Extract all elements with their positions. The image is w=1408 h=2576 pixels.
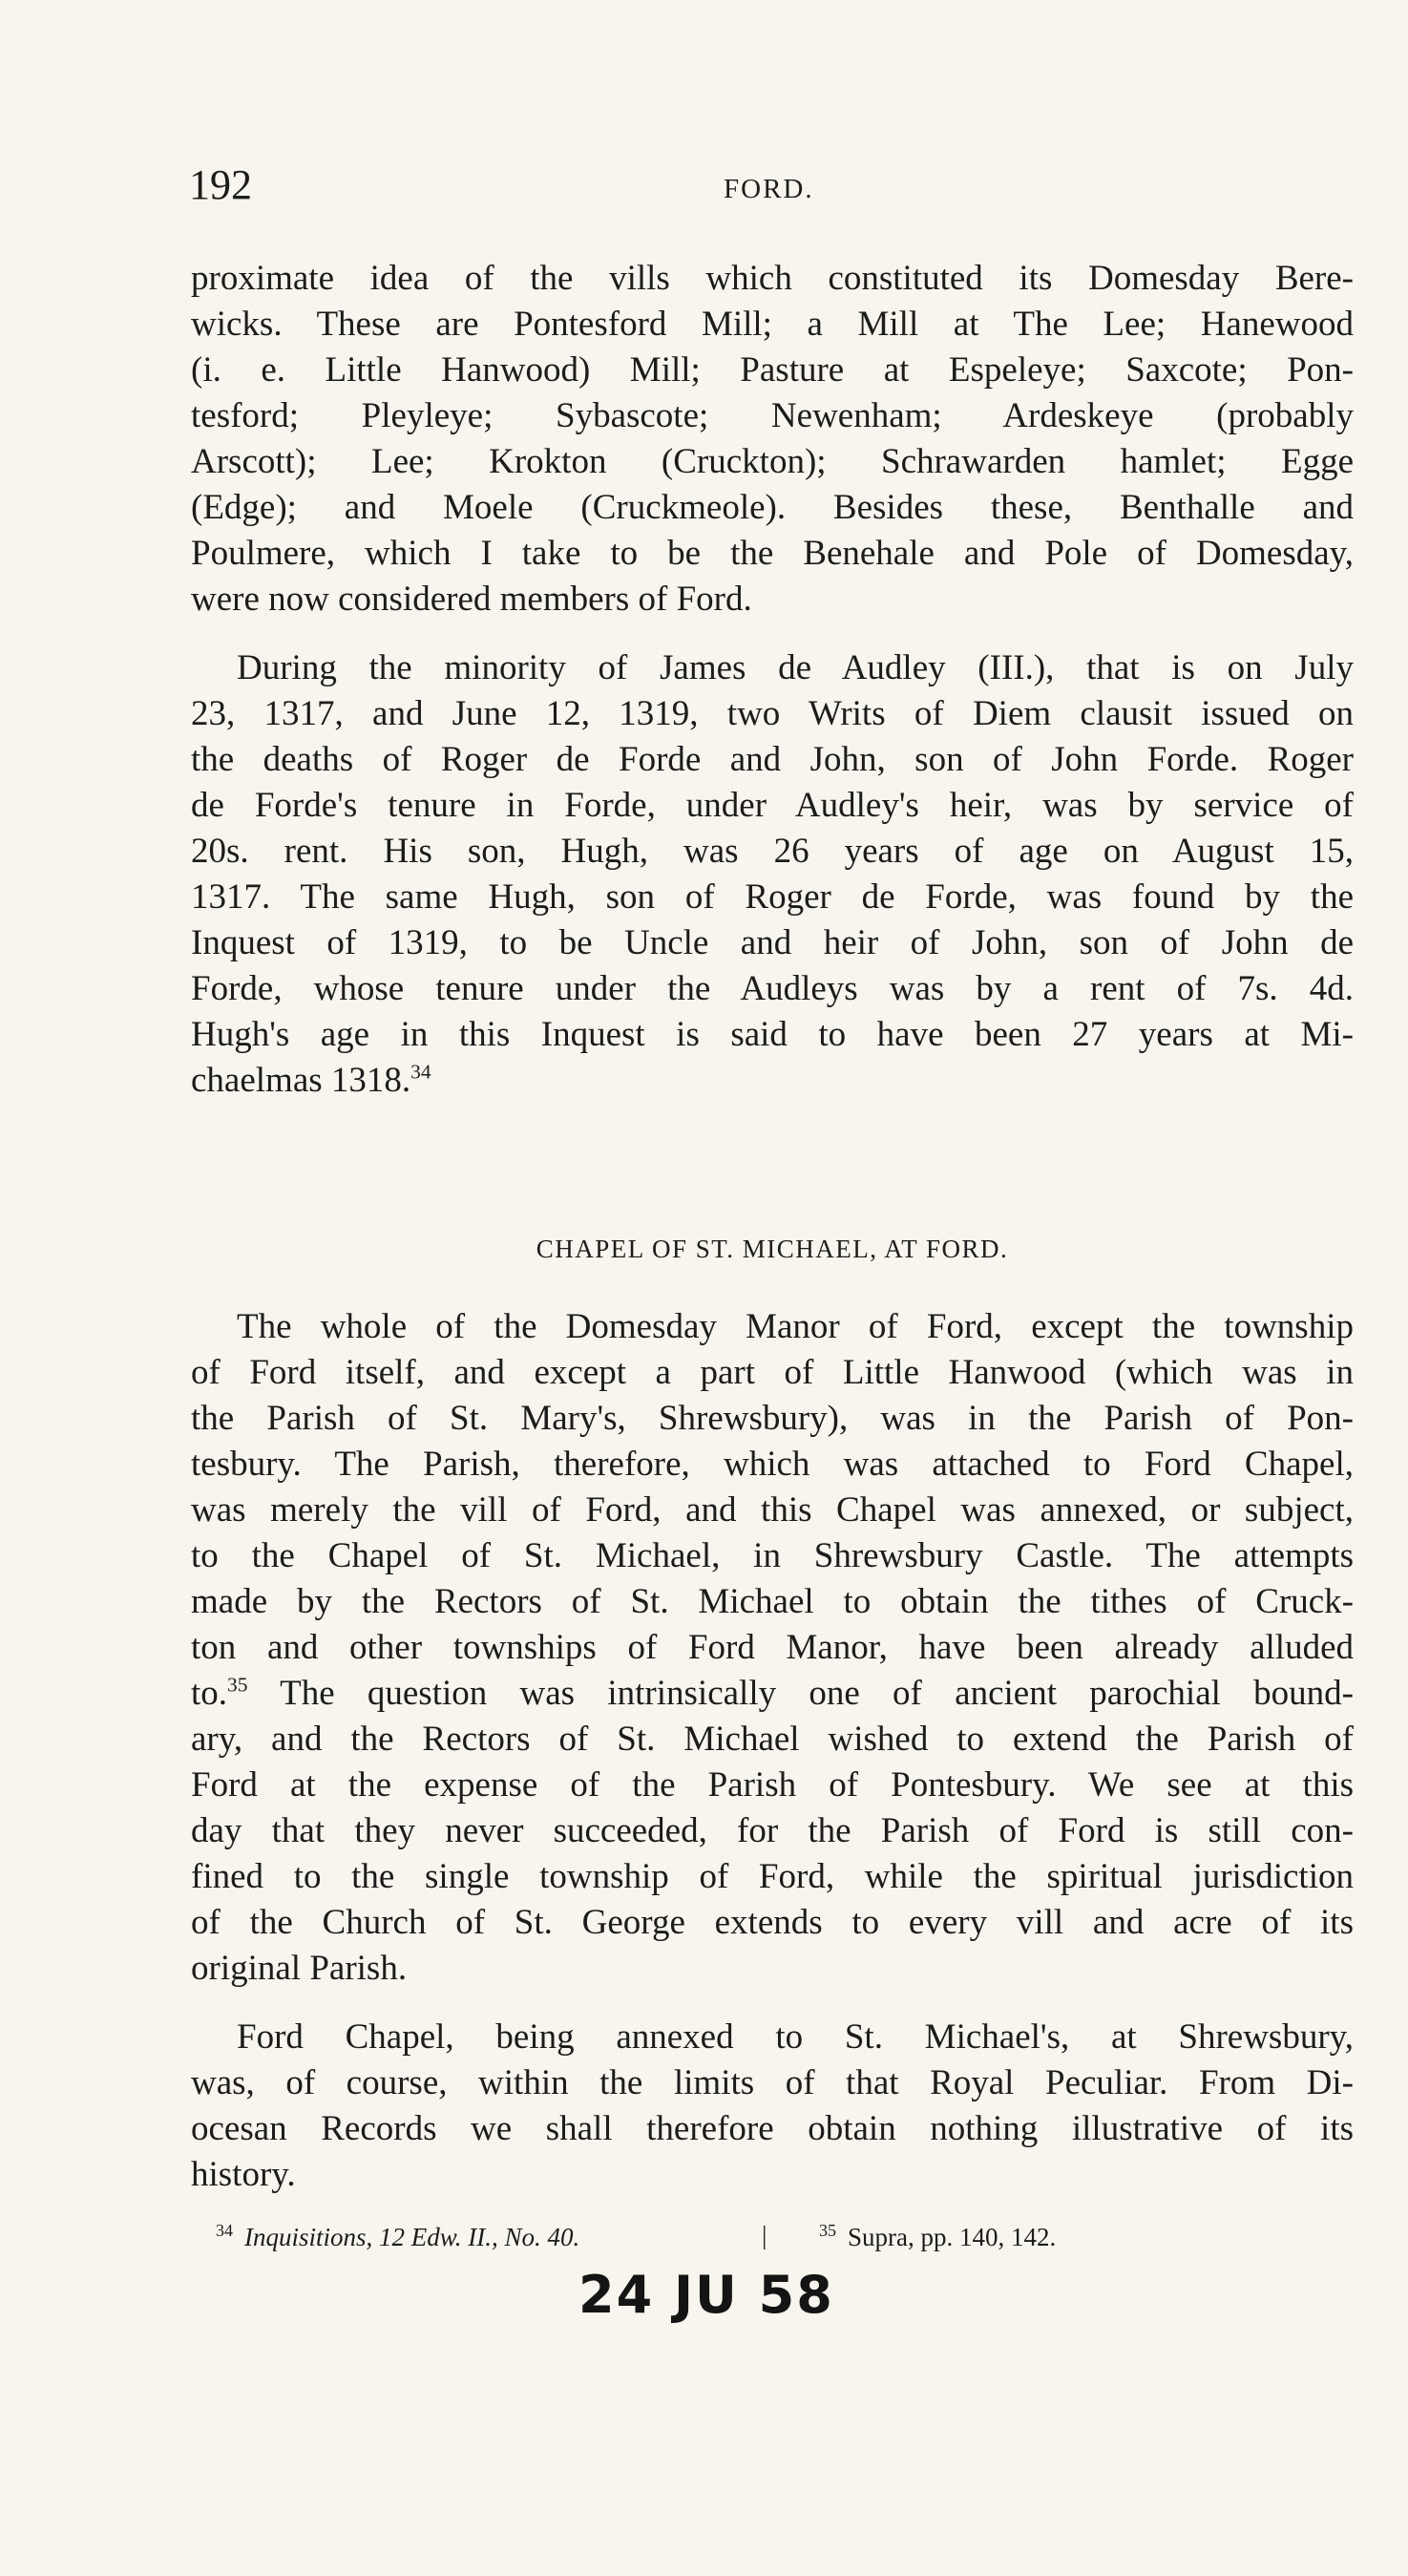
text-line: made by the Rectors of St. Michael to obtain the tithes of Cruck- <box>191 1582 1354 1621</box>
text-line: Arscott); Lee; Krokton (Cruckton); Schrawarden hamlet; Egge <box>191 442 1354 481</box>
text-line: (i. e. Little Hanwood) Mill; Pasture at Espeleye; Saxcote; Pon- <box>191 350 1354 390</box>
text-line: wicks. These are Pontesford Mill; a Mill at The Lee; Hanewood <box>191 305 1354 344</box>
footnote <box>819 2221 1056 2252</box>
text-line: During the minority of James de Audley (III.), that is on July <box>237 648 1354 687</box>
text-line: to the Chapel of St. Michael, in Shrewsbury Castle. The attempts <box>191 1536 1354 1575</box>
text-line: Inquest of 1319, to be Uncle and heir of John, son of John de <box>191 923 1354 962</box>
running-title: FORD. <box>724 174 814 204</box>
text-line: were now considered members of Ford. <box>191 580 752 619</box>
text-line: 23, 1317, and June 12, 1319, two Writs of Diem clausit issued on <box>191 694 1354 733</box>
library-date-stamp: 24 JU 58 <box>578 2265 834 2325</box>
text-line: of the Church of St. George extends to every vill and acre of its <box>191 1903 1354 1942</box>
footnote <box>216 2221 579 2252</box>
text-line: 20s. rent. His son, Hugh, was 26 years of age on August 15, <box>191 832 1354 871</box>
text-line: ary, and the Rectors of St. Michael wished to extend the Parish of <box>191 1720 1354 1759</box>
text-line: Forde, whose tenure under the Audleys was by a rent of 7s. 4d. <box>191 969 1354 1008</box>
text-line: ocesan Records we shall therefore obtain nothing illustrative of its <box>191 2109 1354 2148</box>
text-line: Poulmere, which I take to be the Benehale and Pole of Domesday, <box>191 534 1354 573</box>
text-line: Hugh's age in this Inquest is said to have been 27 years at Mi- <box>191 1015 1354 1054</box>
text-line: of Ford itself, and except a part of Little Hanwood (which was in <box>191 1353 1354 1392</box>
text-line: day that they never succeeded, for the Parish of Ford is still con- <box>191 1811 1354 1850</box>
text-line: was merely the vill of Ford, and this Chapel was annexed, or subject, <box>191 1490 1354 1530</box>
text-line: Ford at the expense of the Parish of Pontesbury. We see at this <box>191 1765 1354 1805</box>
footnote-mark: 34 <box>216 2221 233 2240</box>
text-line: (Edge); and Moele (Cruckmeole). Besides these, Benthalle and <box>191 488 1354 527</box>
text-line-content: The question was intrinsically one of ancient parochial bound- <box>280 1674 1354 1713</box>
footnote-ref: 35 <box>227 1673 248 1697</box>
footnote-mark: 35 <box>819 2221 836 2240</box>
footnote-text: Supra, pp. 140, 142. <box>848 2223 1057 2251</box>
text-line: history. <box>191 2155 296 2194</box>
page-number: 192 <box>189 161 252 208</box>
text-line: ton and other townships of Ford Manor, have been already alluded <box>191 1628 1354 1667</box>
text-line: the Parish of St. Mary's, Shrewsbury), was in the Parish of Pon- <box>191 1399 1354 1438</box>
text-line-content: to. <box>191 1674 228 1713</box>
text-line: tesbury. The Parish, therefore, which was attached to Ford Chapel, <box>191 1445 1354 1484</box>
text-line: 1317. The same Hugh, son of Roger de Forde, was found by the <box>191 877 1354 917</box>
text-line: the deaths of Roger de Forde and John, son of John Forde. Roger <box>191 740 1354 779</box>
text-line: de Forde's tenure in Forde, under Audley's heir, was by service of <box>191 786 1354 825</box>
text-line: fined to the single township of Ford, while the spiritual jurisdiction <box>191 1857 1354 1896</box>
text-line: was, of course, within the limits of that Royal Peculiar. From Di- <box>191 2063 1354 2102</box>
footnote-ref: 34 <box>410 1060 431 1084</box>
text-line <box>191 1058 1354 1104</box>
text-line: original Parish. <box>191 1949 408 1988</box>
page-header <box>189 160 1354 218</box>
section-heading: CHAPEL OF ST. MICHAEL, AT FORD. <box>536 1235 1009 1263</box>
text-line: Ford Chapel, being annexed to St. Michael's, at Shrewsbury, <box>237 2017 1354 2057</box>
text-line: The whole of the Domesday Manor of Ford, except the township <box>237 1307 1354 1346</box>
footnote-text: Inquisitions, 12 Edw. II., No. 40. <box>244 2223 580 2251</box>
text-line-content: chaelmas 1318. <box>191 1061 411 1100</box>
footnote-separator: | <box>762 2221 767 2249</box>
text-line: proximate idea of the vills which constituted its Domesday Bere- <box>191 259 1354 298</box>
text-line: tesford; Pleyleye; Sybascote; Newenham; Ardeskeye (probably <box>191 396 1354 435</box>
text-line <box>191 1671 1354 1717</box>
